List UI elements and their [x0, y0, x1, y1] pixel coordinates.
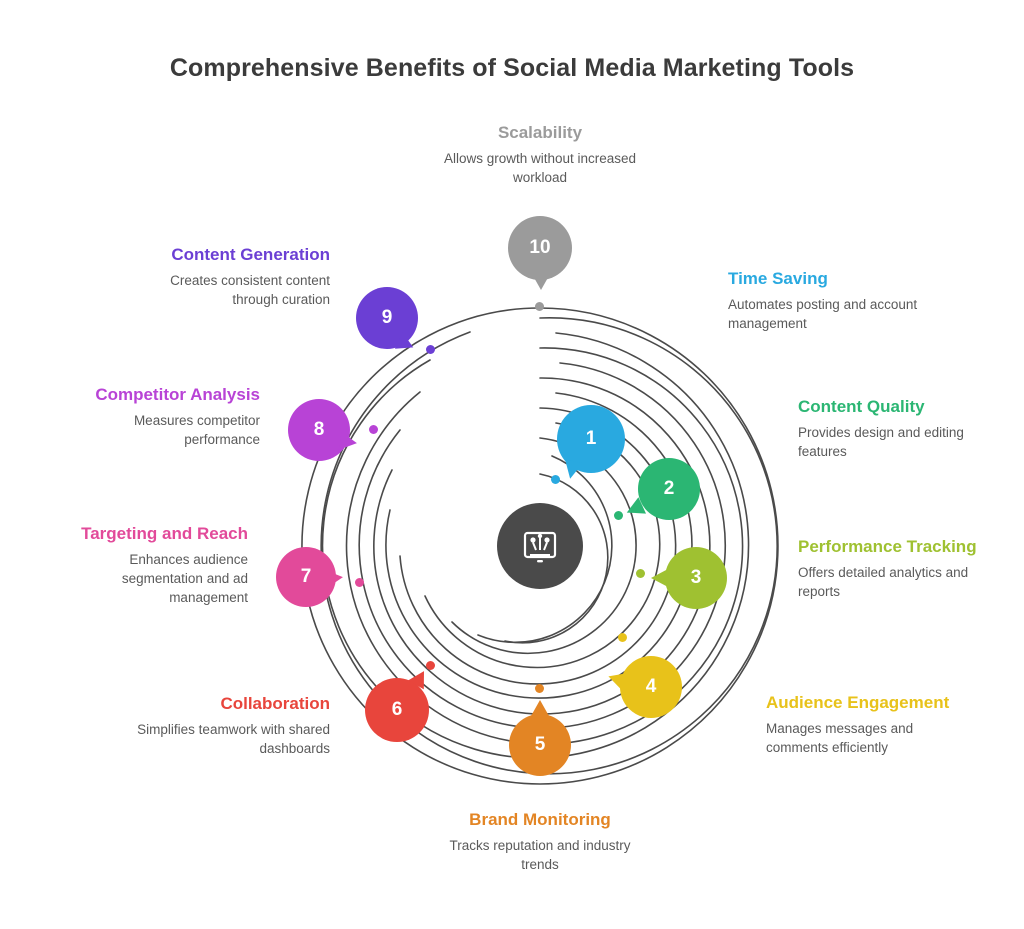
- label-collaboration: [130, 693, 330, 758]
- label-desc: Measures competitor performance: [133, 413, 260, 447]
- node-dot-7: [355, 578, 364, 587]
- node-dot-8: [369, 425, 378, 434]
- node-number: 10: [529, 237, 551, 258]
- node-2[interactable]: [638, 458, 700, 520]
- node-dot-1: [551, 475, 560, 484]
- label-desc: Tracks reputation and industry trends: [449, 838, 631, 872]
- node-tail: [325, 568, 344, 588]
- node-number: 8: [313, 419, 325, 440]
- label-desc: Enhances audience segmentation and ad management: [121, 552, 248, 605]
- node-6[interactable]: [365, 678, 429, 742]
- node-number: 6: [391, 699, 403, 720]
- node-3[interactable]: [665, 547, 727, 609]
- label-targeting-and-reach: [48, 523, 248, 607]
- node-dot-10: [535, 302, 544, 311]
- node-dot-6: [426, 661, 435, 670]
- label-desc: Allows growth without increased workload: [443, 151, 637, 185]
- node-tail: [651, 569, 668, 587]
- node-number: 3: [690, 567, 702, 588]
- node-10[interactable]: [508, 216, 572, 280]
- node-tail: [339, 432, 358, 452]
- node-number: 4: [645, 676, 657, 697]
- node-dot-9: [426, 345, 435, 354]
- node-9[interactable]: [356, 287, 418, 349]
- label-desc: Manages messages and comments efficiently: [766, 721, 914, 755]
- node-tail: [531, 700, 549, 716]
- node-tail: [532, 274, 550, 290]
- node-8[interactable]: [288, 399, 350, 461]
- label-heading: Time Saving: [728, 269, 828, 288]
- label-desc: Automates posting and account management: [728, 297, 918, 331]
- label-heading: Content Quality: [798, 397, 925, 416]
- label-heading: Targeting and Reach: [81, 524, 248, 543]
- label-competitor-analysis: [60, 384, 260, 449]
- label-performance-tracking: [798, 536, 998, 601]
- marketing-megaphone-icon: [518, 524, 562, 568]
- node-tail: [561, 459, 582, 480]
- node-number: 9: [381, 307, 393, 328]
- node-7[interactable]: [276, 547, 336, 607]
- label-heading: Performance Tracking: [798, 537, 977, 556]
- label-desc: Offers detailed analytics and reports: [798, 565, 969, 599]
- label-heading: Content Generation: [171, 245, 330, 264]
- page-title: Comprehensive Benefits of Social Media Marketing Tools: [169, 54, 855, 82]
- node-4[interactable]: [620, 656, 682, 718]
- label-heading: Audience Engagement: [766, 693, 950, 712]
- label-heading: Competitor Analysis: [95, 385, 260, 404]
- label-brand-monitoring: [440, 809, 640, 874]
- label-desc: Simplifies teamwork with shared dashboards: [137, 722, 330, 756]
- node-dot-2: [614, 511, 623, 520]
- node-number: 2: [663, 478, 675, 499]
- label-desc: Provides design and editing features: [798, 425, 964, 459]
- label-heading: Scalability: [497, 123, 583, 142]
- label-time-saving: [728, 268, 928, 333]
- label-content-quality: [798, 396, 998, 461]
- label-content-generation: [130, 244, 330, 309]
- node-number: 1: [585, 428, 597, 449]
- node-1[interactable]: [557, 405, 625, 473]
- node-dot-5: [535, 684, 544, 693]
- label-desc: Creates consistent content through curation: [170, 273, 330, 307]
- node-dot-4: [618, 633, 627, 642]
- node-dot-3: [636, 569, 645, 578]
- node-5[interactable]: [509, 714, 571, 776]
- label-heading: Brand Monitoring: [469, 810, 611, 829]
- label-audience-engagement: [766, 692, 966, 757]
- label-scalability: [440, 122, 640, 187]
- center-hub: [497, 503, 583, 589]
- node-number: 5: [534, 734, 546, 755]
- node-number: 7: [300, 566, 312, 587]
- label-heading: Collaboration: [220, 694, 330, 713]
